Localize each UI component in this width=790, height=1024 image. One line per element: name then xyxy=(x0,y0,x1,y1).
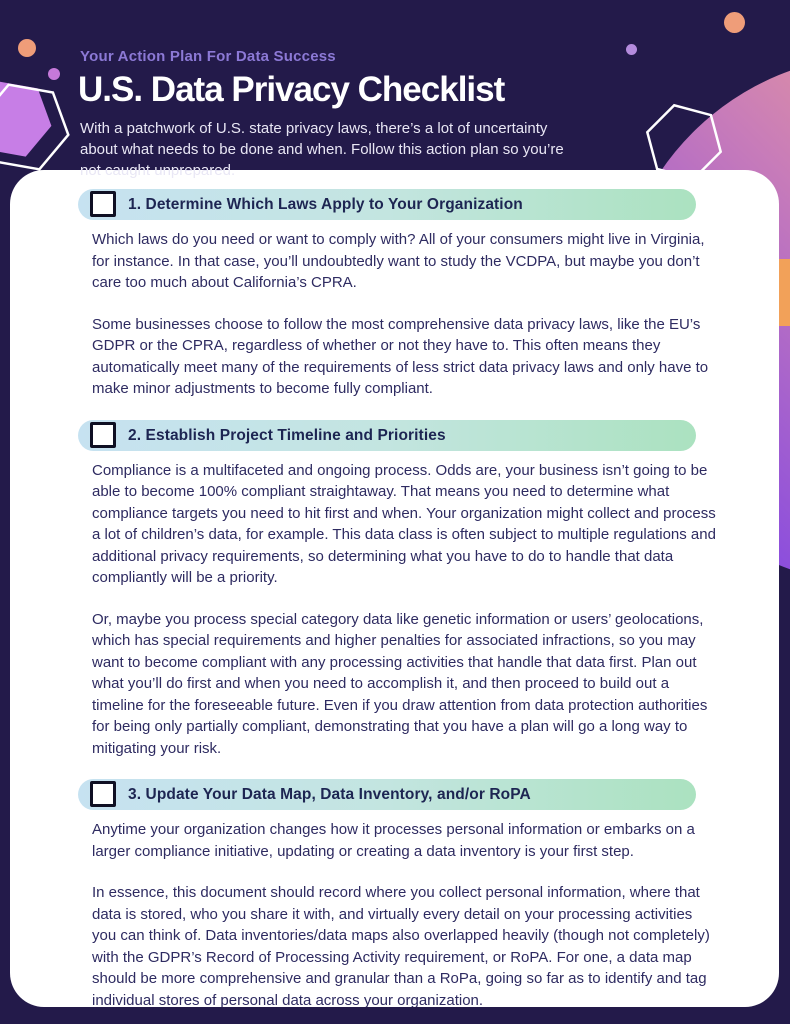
section-3-heading: 3. Update Your Data Map, Data Inventory, and/or RoPA xyxy=(128,786,531,803)
kicker-text: Your Action Plan For Data Success xyxy=(80,48,336,65)
section-2-header-pill xyxy=(78,420,696,451)
page-header xyxy=(80,48,572,181)
page-subtitle: With a patchwork of U.S. state privacy laws, there’s a lot of uncertainty about what needs to be done and when. Follow this action plan so you’re not caught unprepared. xyxy=(80,120,564,179)
section-1-checkbox[interactable] xyxy=(90,191,116,217)
section-2-paragraph-1: Compliance is a multifaceted and ongoing process. Odds are, your business isn’t going to be able to become 100% compliant straightaway. That means you need to determine what compliance targets you need to hit first and when. Your organization might collect and process a lot of children’s data, for example. This data class is often subject to multiple regulations and additional privacy requirements, so determining what you have to do to handle that data compliantly will be a priority. xyxy=(92,461,716,586)
checklist-section-2 xyxy=(10,420,779,760)
section-2-checkbox[interactable] xyxy=(90,422,116,448)
purple-dot-top-right xyxy=(626,44,637,55)
section-3-checkbox[interactable] xyxy=(90,781,116,807)
section-2-heading: 2. Establish Project Timeline and Priorities xyxy=(128,426,446,444)
hexagon-outline-shape xyxy=(647,105,720,178)
hexagon-fill-shape xyxy=(0,81,51,156)
section-1-paragraph-1: Which laws do you need or want to comply with? All of your consumers might live in Virginia, for instance. In that case, you’ll undoubtedly want to study the VCDPA, but maybe you don’t care too much about California’s CPRA. xyxy=(92,231,705,291)
checklist-section-1 xyxy=(10,189,779,400)
section-2-paragraph-2: Or, maybe you process special category data like genetic information or users’ geolocations, which has special requirements and higher penalties for associated infractions, so you may want to become compliant with any processing activities that handle that data first. Plan out what you’ll do first and when you need to accomplish it, and then proceed to build out a timeline for the foreseeable future. Even if you draw attention from data protection authorities for being only partially compliant, demonstrating that you have a plan will go a long way to mitigating your risk. xyxy=(92,610,708,757)
section-3-paragraph-2: In essence, this document should record where you collect personal information, where that data is stored, who you share it with, and virtually every detail on your processing activities you can think of. Data inventories/data maps also overlapped heavily (though not completely) with the GDPR’s Record of Processing Activity requirement, or RoPA. For one, a data map should be more comprehensive and granular than a RoPa, going so far as to identify and tag individual stores of personal data across your organization. xyxy=(92,884,710,1007)
peach-dot-top-left xyxy=(18,39,36,57)
page-title: U.S. Data Privacy Checklist xyxy=(78,70,505,109)
section-1-header-pill xyxy=(78,189,696,220)
section-1-paragraph-2: Some businesses choose to follow the most comprehensive data privacy laws, like the EU’s GDPR or the CPRA, regardless of whether or not they have to. This often means they automatically meet many of the requirements of less strict data privacy laws and only have to make minor adjustments to become fully compliant. xyxy=(92,315,709,397)
section-3-header-pill xyxy=(78,779,696,810)
checklist-section-3 xyxy=(10,779,779,1007)
orange-accent-bar xyxy=(779,259,790,326)
checklist-card xyxy=(10,170,779,1007)
section-1-heading: 1. Determine Which Laws Apply to Your Organization xyxy=(128,196,523,213)
section-3-paragraph-1: Anytime your organization changes how it processes personal information or embarks on a larger compliance initiative, updating or creating a data inventory is your first step. xyxy=(92,821,695,860)
peach-dot-top-right xyxy=(724,12,745,33)
